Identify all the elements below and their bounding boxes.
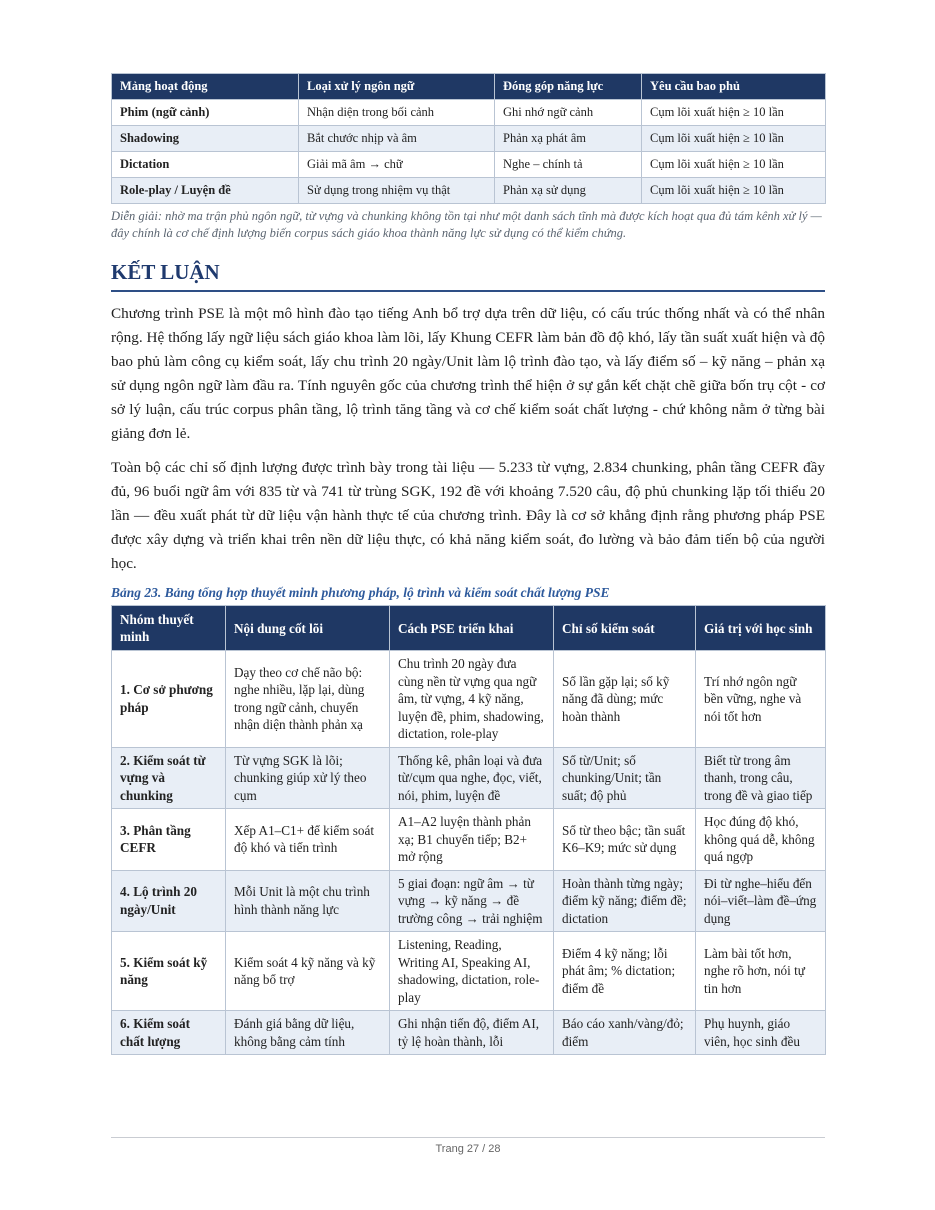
table-row	[112, 1011, 826, 1055]
table-cell: Cụm lõi xuất hiện ≥ 10 lần	[642, 178, 826, 204]
page-footer	[111, 1137, 825, 1155]
table-cell: Học đúng độ khó, không quá dễ, không quá ngợp	[696, 809, 826, 871]
table-cell: Số từ/Unit; số chunking/Unit; tần suất; độ phủ	[554, 747, 696, 809]
page-number: Trang 27 / 28	[435, 1143, 501, 1155]
table-cell: Thống kê, phân loại và đưa từ/cụm qua nghe, đọc, viết, nói, phim, luyện đề	[390, 747, 554, 809]
table-cell: Kiểm soát 4 kỹ năng và kỹ năng bổ trợ	[226, 932, 390, 1011]
body-paragraph: Toàn bộ các chỉ số định lượng được trình bày trong tài liệu — 5.233 từ vựng, 2.834 chunking, phân tầng CEFR đầy đủ, 96 buổi ngữ âm với 835 từ và 741 từ trùng SGK, 192 đề với khoảng 7.520 câu, độ phủ chunking lặp tối thiểu 20 lần — đều xuất phát từ dữ liệu vận hành thực tế của chương trình. Đây là cơ sở khẳng định rằng phương pháp PSE được xây dựng và triển khai trên nền dữ liệu thực, có khả năng kiểm soát, đo lường và bảo đảm tiến bộ của người học.	[111, 459, 825, 572]
table-cell: 5. Kiểm soát kỹ năng	[112, 932, 226, 1011]
table-cell: 6. Kiểm soát chất lượng	[112, 1011, 226, 1055]
table-header-row	[112, 606, 826, 651]
table-row	[112, 100, 826, 126]
table-row	[112, 178, 826, 204]
table-cell: Phụ huynh, giáo viên, học sinh đều	[696, 1011, 826, 1055]
table-cell: Ghi nhận tiến độ, điểm AI, tỷ lệ hoàn thành, lỗi	[390, 1011, 554, 1055]
page-content	[111, 73, 825, 1055]
table-cell: 3. Phân tầng CEFR	[112, 809, 226, 871]
table-row	[112, 651, 826, 748]
table-cell: Đánh giá bằng dữ liệu, không bằng cảm tính	[226, 1011, 390, 1055]
table-cell: Phản xạ sử dụng	[495, 178, 642, 204]
table-cell: Đi từ nghe–hiểu đến nói–viết–làm đề–ứng dụng	[696, 870, 826, 932]
table-cell: Điểm 4 kỹ năng; lỗi phát âm; % dictation; điểm đề	[554, 932, 696, 1011]
table-cell: Dạy theo cơ chế não bộ: nghe nhiều, lặp lại, dùng trong ngữ cảnh, chuyển nhận diện thành phản xạ	[226, 651, 390, 748]
column-header: Giá trị với học sinh	[696, 606, 826, 651]
coverage-matrix-table	[111, 73, 826, 204]
table-cell: Số lần gặp lại; số kỹ năng đã dùng; mức hoàn thành	[554, 651, 696, 748]
table-cell: Hoàn thành từng ngày; điểm kỹ năng; điểm đề; dictation	[554, 870, 696, 932]
summary-table	[111, 605, 826, 1055]
table-cell: Phim (ngữ cảnh)	[112, 100, 299, 126]
table-cell: Dictation	[112, 152, 299, 178]
column-header: Nhóm thuyết minh	[112, 606, 226, 651]
table-cell: Bắt chước nhịp và âm	[299, 126, 495, 152]
table-cell: Ghi nhớ ngữ cảnh	[495, 100, 642, 126]
table-cell: Mỗi Unit là một chu trình hình thành năng lực	[226, 870, 390, 932]
table-cell: Nghe – chính tả	[495, 152, 642, 178]
table-row	[112, 152, 826, 178]
table-cell: 1. Cơ sở phương pháp	[112, 651, 226, 748]
table-cell: Nhận diện trong bối cảnh	[299, 100, 495, 126]
table-cell: Trí nhớ ngôn ngữ bền vững, nghe và nói tốt hơn	[696, 651, 826, 748]
body-paragraph: Chương trình PSE là một mô hình đào tạo tiếng Anh bổ trợ dựa trên dữ liệu, có cấu trúc thống nhất và có thể nhân rộng. Hệ thống lấy ngữ liệu sách giáo khoa làm lõi, lấy Khung CEFR làm bản đồ độ khó, lấy tần suất xuất hiện và độ bao phủ làm công cụ kiểm soát, lấy chu trình 20 ngày/Unit làm lộ trình đào tạo, và lấy điểm số – kỹ năng – phản xạ sử dụng ngôn ngữ làm đầu ra. Tính nguyên gốc của chương trình thể hiện ở sự gắn kết chặt chẽ giữa bốn trụ cột - cơ sở lý luận, cấu trúc corpus phân tầng, lộ trình tăng tầng và cơ chế kiểm soát chất lượng - chứ không nằm ở từng bài giảng đơn lẻ.	[111, 305, 825, 442]
table-cell: Cụm lõi xuất hiện ≥ 10 lần	[642, 126, 826, 152]
table-cell: Shadowing	[112, 126, 299, 152]
table-cell: Số từ theo bậc; tần suất K6–K9; mức sử dụng	[554, 809, 696, 871]
table-cell: Giải mã âm → chữ	[299, 152, 495, 178]
table-cell: Báo cáo xanh/vàng/đỏ; điểm	[554, 1011, 696, 1055]
table-cell: 4. Lộ trình 20 ngày/Unit	[112, 870, 226, 932]
table-row	[112, 747, 826, 809]
table-row	[112, 932, 826, 1011]
column-header: Loại xử lý ngôn ngữ	[299, 74, 495, 100]
table-cell: Chu trình 20 ngày đưa cùng nền từ vựng qua ngữ âm, từ vựng, 4 kỹ năng, luyện đề, phim, shadowing, dictation, role-play	[390, 651, 554, 748]
table-cell: 2. Kiểm soát từ vựng và chunking	[112, 747, 226, 809]
section-heading: KẾT LUẬN	[111, 260, 825, 292]
table-cell: Cụm lõi xuất hiện ≥ 10 lần	[642, 152, 826, 178]
column-header: Đóng góp năng lực	[495, 74, 642, 100]
table-row	[112, 126, 826, 152]
table-cell: Từ vựng SGK là lõi; chunking giúp xử lý theo cụm	[226, 747, 390, 809]
table-row	[112, 870, 826, 932]
table-cell: Listening, Reading, Writing AI, Speaking AI, shadowing, dictation, role-play	[390, 932, 554, 1011]
table-cell: Xếp A1–C1+ để kiểm soát độ khó và tiến trình	[226, 809, 390, 871]
table-note: Diễn giải: nhờ ma trận phủ ngôn ngữ, từ vựng và chunking không tồn tại như một danh sách tĩnh mà được kích hoạt qua đủ tám kênh xử lý — đây chính là cơ chế định lượng biến corpus sách giáo khoa thành năng lực sử dụng có thể kiểm chứng.	[111, 209, 822, 240]
table-row	[112, 809, 826, 871]
table-cell: Biết từ trong âm thanh, trong câu, trong đề và giao tiếp	[696, 747, 826, 809]
table-cell: Role-play / Luyện đề	[112, 178, 299, 204]
column-header: Nội dung cốt lõi	[226, 606, 390, 651]
table-cell: Làm bài tốt hơn, nghe rõ hơn, nói tự tin hơn	[696, 932, 826, 1011]
table-cell: Phản xạ phát âm	[495, 126, 642, 152]
table-cell: Cụm lõi xuất hiện ≥ 10 lần	[642, 100, 826, 126]
column-header: Mảng hoạt động	[112, 74, 299, 100]
table-cell: 5 giai đoạn: ngữ âm → từ vựng → kỹ năng → đề trường công → trải nghiệm	[390, 870, 554, 932]
table-cell: A1–A2 luyện thành phản xạ; B1 chuyển tiếp; B2+ mở rộng	[390, 809, 554, 871]
column-header: Cách PSE triển khai	[390, 606, 554, 651]
table-caption: Bảng 23. Bảng tổng hợp thuyết minh phương pháp, lộ trình và kiểm soát chất lượng PSE	[111, 585, 610, 600]
column-header: Chỉ số kiểm soát	[554, 606, 696, 651]
column-header: Yêu cầu bao phủ	[642, 74, 826, 100]
table-header-row	[112, 74, 826, 100]
table-cell: Sử dụng trong nhiệm vụ thật	[299, 178, 495, 204]
